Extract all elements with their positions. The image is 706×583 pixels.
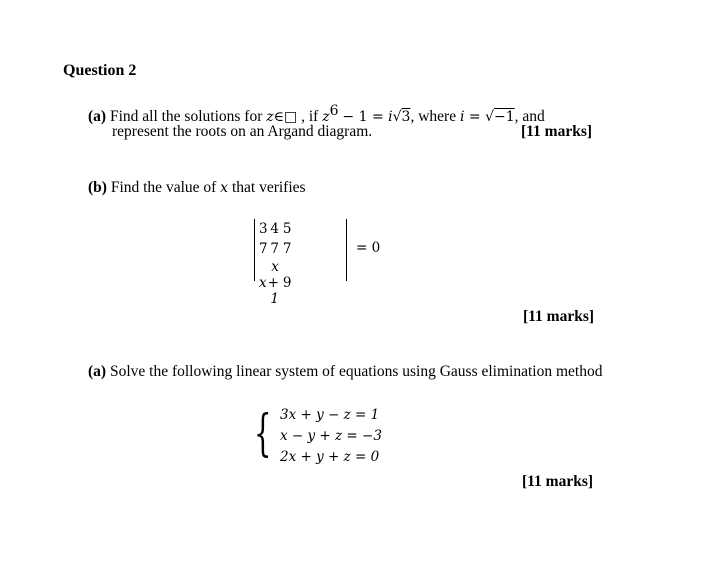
part-b-line — [88, 179, 306, 197]
det-row — [259, 259, 292, 307]
set-glyph: □ — [284, 109, 298, 125]
det-cell: 3 — [259, 221, 268, 237]
part-b-text2: that verifies — [231, 179, 306, 196]
equation-2: x − y + z = −3 — [280, 428, 382, 444]
equation-part: − 1 = — [342, 109, 389, 125]
part-b-label: (b) — [88, 179, 107, 196]
part-b-text: Find the value of — [110, 179, 217, 196]
part-a1-line2: represent the roots on an Argand diagram. — [112, 123, 373, 140]
determinant-matrix — [259, 219, 292, 307]
i-var: i — [388, 109, 393, 125]
part-a1-text: Find all the solutions for — [109, 108, 263, 125]
det-cell: 7 — [259, 241, 268, 257]
det-row — [259, 219, 292, 239]
part-a1-marks: [11 marks] — [521, 123, 593, 140]
part-a2-line — [88, 363, 602, 381]
part-a2-label: (a) — [88, 363, 107, 380]
i-var-2: i — [459, 109, 465, 125]
det-right-bar — [346, 219, 347, 281]
sqrt-symbol: √ — [392, 109, 402, 125]
det-cell: x + 1 — [267, 259, 279, 307]
part-a1-label: (a) — [88, 108, 107, 125]
det-cell: 5 — [282, 221, 292, 237]
part-a2-marks: [11 marks] — [522, 473, 594, 490]
var-z: z — [266, 109, 274, 125]
part-b-marks: [11 marks] — [523, 308, 595, 325]
sqrt-value-2: −1 — [494, 109, 515, 125]
if-text: , if — [301, 108, 319, 125]
det-left-bar — [254, 219, 255, 281]
sqrt-value: 3 — [401, 109, 411, 125]
det-row — [259, 239, 292, 259]
equals-2: = — [464, 109, 486, 125]
sqrt-symbol-2: √ — [485, 109, 494, 125]
var-x: x — [220, 180, 229, 196]
question-title: Question 2 — [63, 62, 137, 79]
element-of: ∈ — [273, 109, 285, 125]
z-exponent: 6 — [329, 103, 339, 119]
system-brace: { — [254, 404, 272, 462]
det-cell: 7 — [270, 241, 279, 257]
z-base: z — [322, 109, 330, 125]
det-cell: 9 — [282, 275, 292, 291]
where-text: , where — [410, 108, 457, 125]
det-cell: 4 — [270, 221, 279, 237]
det-equals-zero: = 0 — [356, 240, 381, 256]
equation-3: 2x + y + z = 0 — [280, 449, 380, 465]
det-cell: 7 — [282, 241, 292, 257]
equation-1: 3x + y − z = 1 — [280, 407, 380, 423]
and-text: , and — [514, 108, 545, 125]
det-cell: x — [259, 275, 267, 291]
part-a2-text: Solve the following linear system of equations using Gauss elimination method — [109, 363, 603, 380]
